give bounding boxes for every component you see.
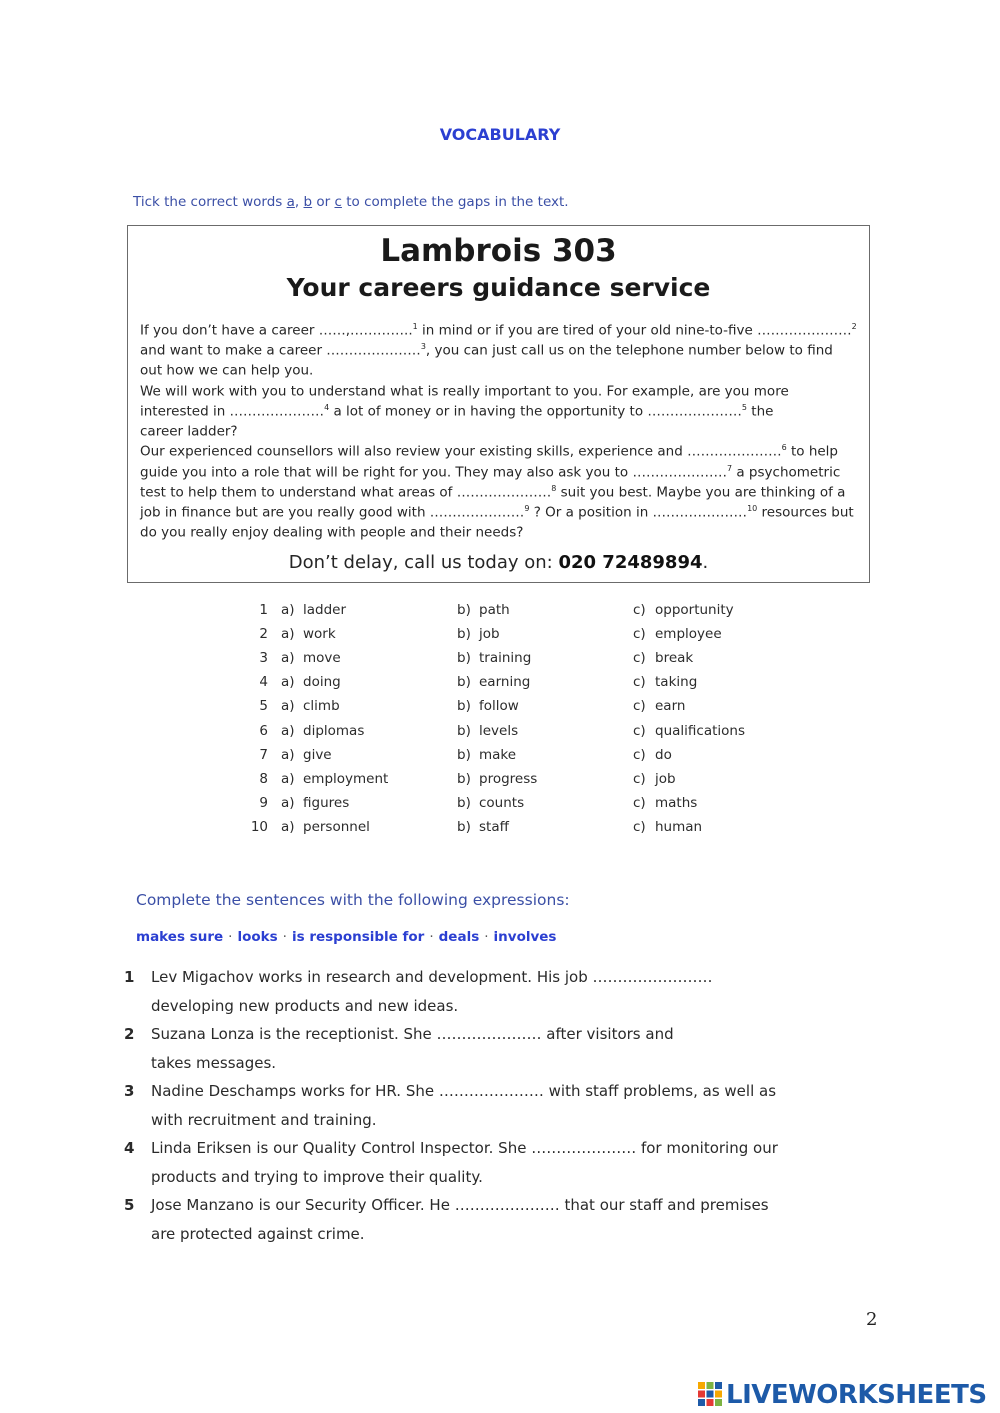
expression-item: makes sure (136, 929, 224, 945)
ad-line-text: in mind or if you are tired of your old nine-to-five ………………… (417, 322, 852, 339)
option-a-label[interactable]: a) (281, 698, 295, 715)
expression-separator: · (282, 929, 287, 945)
gap-number: 4 (324, 403, 330, 412)
option-a-label[interactable]: a) (281, 602, 295, 618)
option-b-label[interactable]: b) (457, 674, 471, 691)
option-c-label[interactable]: c) (633, 602, 646, 618)
ad-line-text: ? Or a position in ………………… (529, 504, 748, 521)
option-a-label[interactable]: a) (281, 650, 295, 667)
ad-line (140, 464, 840, 481)
page-number: 2 (866, 1309, 878, 1330)
option-a-word[interactable]: give (303, 746, 332, 763)
instruction-tick (133, 194, 569, 210)
expression-item: involves (493, 929, 557, 945)
instruction-post: to complete the gaps in the text. (341, 194, 569, 210)
option-a-label[interactable]: a) (281, 794, 295, 811)
option-b-word[interactable]: job (479, 626, 500, 643)
option-b-label[interactable]: b) (457, 650, 471, 667)
sentence-line: takes messages. (151, 1054, 277, 1072)
option-b-word[interactable]: staff (479, 818, 509, 835)
option-number: 6 (259, 722, 268, 739)
ad-line-text: career ladder? (140, 423, 238, 440)
ad-line-text: , you can just call us on the telephone number below to find (425, 342, 833, 359)
sentence-number: 1 (124, 968, 135, 986)
call-text: Don’t delay, call us today on: (288, 552, 559, 573)
sentence-line: with recruitment and training. (151, 1111, 377, 1129)
gap-number: 8 (551, 484, 557, 493)
ad-line (140, 423, 238, 440)
option-c-label[interactable]: c) (633, 674, 646, 691)
ad-line-text: suit you best. Maybe you are thinking of a (556, 484, 846, 501)
ad-line (140, 362, 313, 379)
option-a-label[interactable]: a) (281, 626, 295, 643)
option-b-word[interactable]: earning (479, 674, 531, 691)
ad-line-text: test to help them to understand what areas of ………………… (140, 484, 552, 501)
ad-line-text: to help (786, 443, 839, 460)
expression-separator: · (484, 929, 489, 945)
option-number: 1 (259, 602, 268, 618)
option-a-word[interactable]: climb (303, 698, 340, 715)
option-a-label[interactable]: a) (281, 746, 295, 763)
call-end: . (702, 552, 709, 573)
option-a-word[interactable]: work (303, 626, 336, 643)
option-number: 3 (259, 650, 268, 667)
option-a-word[interactable]: doing (303, 674, 341, 691)
option-b-word[interactable]: follow (479, 698, 519, 715)
sentence-line: Linda Eriksen is our Quality Control Inspector. She ………………… for monitoring our (151, 1139, 778, 1157)
option-a-label[interactable]: a) (281, 770, 295, 787)
instruction-sep: , (294, 194, 304, 210)
page-heading: VOCABULARY (439, 125, 561, 144)
option-c-word[interactable]: human (655, 818, 703, 835)
option-c-word[interactable]: qualifications (655, 722, 745, 739)
option-b-word[interactable]: make (479, 746, 517, 763)
ad-line-text: resources but (757, 504, 854, 521)
ad-line (140, 484, 845, 501)
option-c-ref: c (334, 194, 342, 210)
ad-line (140, 322, 857, 339)
expression-item: deals (438, 929, 480, 945)
option-c-word[interactable]: taking (655, 674, 698, 691)
option-c-label[interactable]: c) (633, 698, 646, 715)
sentence-line: developing new products and new ideas. (151, 997, 459, 1015)
option-a-word[interactable]: personnel (303, 818, 370, 835)
option-a-word[interactable]: figures (303, 794, 350, 811)
expressions-list (136, 929, 556, 945)
option-number: 10 (250, 818, 268, 835)
option-b-label[interactable]: b) (457, 698, 471, 715)
sentence-line: Lev Migachov works in research and development. His job …………………… (151, 968, 713, 986)
sentence-line: Jose Manzano is our Security Officer. He ………………… that our staff and premises (151, 1196, 769, 1214)
liveworksheets-wordmark: LIVEWORKSHEETS (726, 1380, 987, 1410)
option-c-label[interactable]: c) (633, 722, 646, 739)
option-b-word[interactable]: levels (479, 722, 519, 739)
option-c-label[interactable]: c) (633, 770, 646, 787)
gap-number: 2 (851, 322, 857, 331)
ad-line-text: If you don’t have a career ……,………….. (140, 322, 413, 339)
option-number: 4 (259, 674, 268, 691)
ad-subtitle: Your careers guidance service (286, 273, 711, 302)
expression-item: looks (237, 929, 278, 945)
liveworksheets-icon (698, 1382, 722, 1406)
sentence-number: 2 (124, 1025, 135, 1043)
option-number: 8 (259, 770, 268, 787)
option-c-label[interactable]: c) (633, 794, 646, 811)
option-c-word[interactable]: do (655, 746, 672, 763)
instruction-sep: or (312, 194, 335, 210)
ad-line-text: Our experienced counsellors will also review your existing skills, experience and ………………… (140, 443, 782, 460)
instruction-complete: Complete the sentences with the following expressions: (136, 891, 570, 909)
ad-line (140, 383, 789, 400)
option-b-label[interactable]: b) (457, 602, 471, 618)
liveworksheets-logo[interactable] (698, 1380, 993, 1410)
ad-line (140, 443, 838, 460)
gap-number: 3 (420, 342, 426, 351)
option-b-label[interactable]: b) (457, 770, 471, 787)
ad-call-line (127, 552, 870, 573)
sentence-line: products and trying to improve their quality. (151, 1168, 483, 1186)
instruction-pre: Tick the correct words (133, 194, 287, 210)
option-b-label[interactable]: b) (457, 722, 471, 739)
option-b-label[interactable]: b) (457, 794, 471, 811)
option-a-word[interactable]: move (303, 650, 341, 667)
option-a-word[interactable]: diplomas (303, 722, 365, 739)
option-number: 5 (259, 698, 268, 715)
ad-line-text: guide you into a role that will be right for you. They may also ask you to ………………… (140, 464, 727, 481)
ad-line (140, 403, 773, 420)
gap-number: 10 (747, 504, 758, 513)
option-c-word[interactable]: earn (655, 698, 686, 715)
option-a-label[interactable]: a) (281, 722, 295, 739)
option-a-label[interactable]: a) (281, 818, 295, 835)
option-b-ref: b (303, 194, 313, 210)
ad-title: Lambrois 303 (380, 233, 617, 269)
sentence-number: 4 (124, 1139, 135, 1157)
ad-line-text: interested in ………………… (140, 403, 325, 420)
gap-number: 5 (741, 403, 747, 412)
option-c-word[interactable]: break (655, 650, 694, 667)
option-b-word[interactable]: progress (479, 770, 538, 787)
option-a-ref: a (286, 194, 295, 210)
sentence-line: Suzana Lonza is the receptionist. She ………………… after visitors and (151, 1025, 674, 1043)
ad-line-text: and want to make a career ………………… (140, 342, 421, 359)
option-a-word[interactable]: employment (303, 770, 389, 787)
option-b-word[interactable]: path (479, 602, 510, 618)
ad-line-text: do you really enjoy dealing with people and their needs? (140, 524, 524, 541)
option-b-label[interactable]: b) (457, 746, 471, 763)
ad-line-text: We will work with you to understand what is really important to you. For example, are you more (140, 383, 789, 400)
option-number: 9 (259, 794, 268, 811)
ad-line-text: job in finance but are you really good with ………………… (140, 504, 525, 521)
option-c-label[interactable]: c) (633, 650, 646, 667)
option-b-label[interactable]: b) (457, 818, 471, 835)
option-c-label[interactable]: c) (633, 818, 646, 835)
option-b-word[interactable]: counts (479, 794, 525, 811)
option-b-label[interactable]: b) (457, 626, 471, 643)
option-c-word[interactable]: opportunity (655, 602, 734, 618)
sentence-number: 3 (124, 1082, 135, 1100)
option-a-label[interactable]: a) (281, 674, 295, 691)
ad-line (140, 504, 854, 521)
ad-line-text: a psychometric (732, 464, 841, 481)
expression-item: is responsible for (291, 929, 425, 945)
sentence-number: 5 (124, 1196, 135, 1214)
option-c-word[interactable]: employee (655, 626, 722, 643)
option-c-word[interactable]: job (655, 770, 676, 787)
sentence-line: are protected against crime. (151, 1225, 365, 1243)
gap-number: 9 (524, 504, 530, 513)
option-c-label[interactable]: c) (633, 746, 646, 763)
option-a-word[interactable]: ladder (303, 602, 347, 618)
option-c-label[interactable]: c) (633, 626, 646, 643)
ad-line-text: the (746, 403, 774, 420)
expression-separator: · (228, 929, 233, 945)
option-c-word[interactable]: maths (655, 794, 698, 811)
sentence-line: Nadine Deschamps works for HR. She ………………… with staff problems, as well as (151, 1082, 777, 1100)
option-b-word[interactable]: training (479, 650, 532, 667)
ad-line-text: out how we can help you. (140, 362, 314, 379)
option-number: 2 (259, 626, 268, 643)
gap-number: 7 (726, 464, 733, 473)
gap-number: 1 (412, 322, 418, 331)
gap-number: 6 (781, 443, 787, 452)
ad-line (140, 524, 523, 541)
expression-separator: · (429, 929, 434, 945)
ad-line (140, 342, 833, 359)
phone-number: 020 72489894 (558, 552, 703, 573)
option-number: 7 (259, 746, 268, 763)
ad-line-text: a lot of money or in having the opportunity to ………………… (329, 403, 742, 420)
